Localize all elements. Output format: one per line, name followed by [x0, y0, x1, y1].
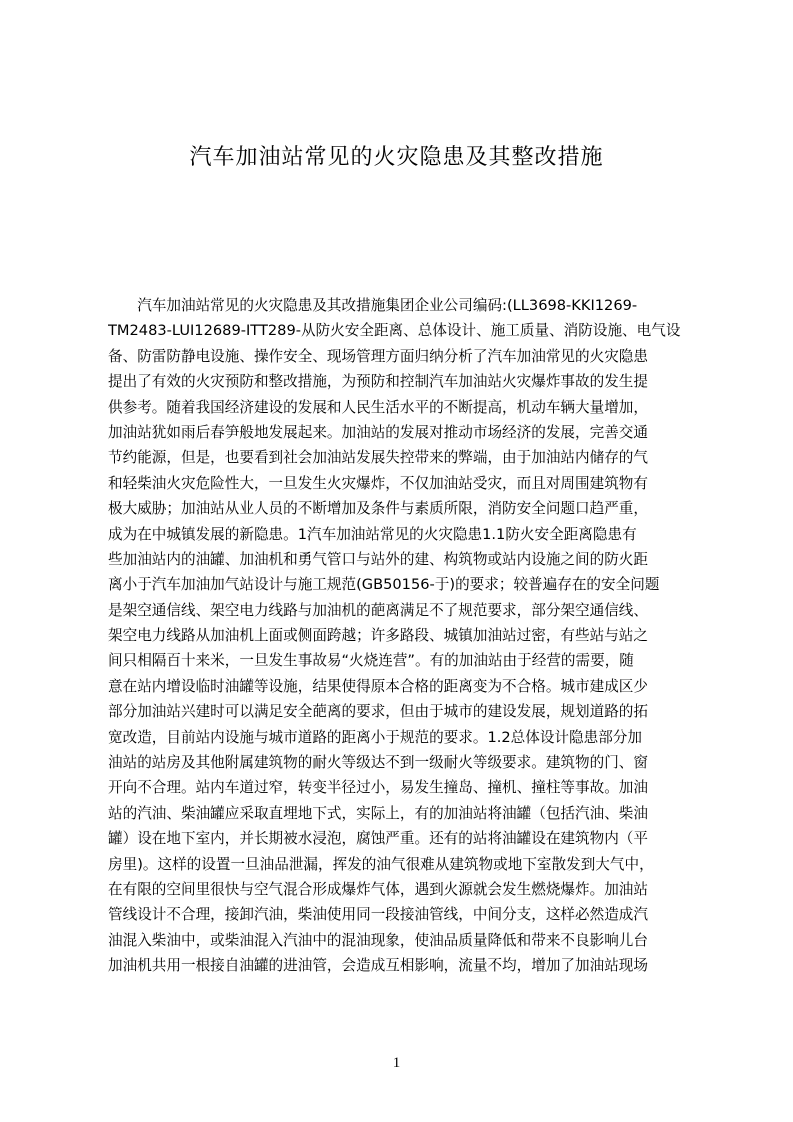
body-line: 架空电力线路从加油机上面或侧面跨越；许多路段、城镇加油站过密，有些站与站之 [108, 627, 648, 645]
body-line: 节约能源，但是，也要看到社会加油站发展失控带来的弊端，由于加油站内储存的气 [108, 449, 648, 467]
document-title: 汽车加油站常见的火灾隐患及其整改措施 [189, 145, 604, 170]
body-line: 罐）设在地下室内，并长期被水浸泡，腐蚀严重。还有的站将油罐设在建筑物内（平 [108, 830, 648, 848]
body-line: 成为在中城镇发展的新隐患。1汽车加油站常见的火灾隐患1.1防火安全距离隐患有 [108, 525, 637, 543]
body-line: 管线设计不合理，接卸汽油，柴油使用同一段接油管线，中间分支，这样必然造成汽 [108, 906, 648, 924]
body-line: 站的汽油、柴油罐应采取直埋地下式，实际上，有的加油站将油罐（包括汽油、柴油 [108, 804, 648, 822]
page-number: 1 [392, 1055, 401, 1071]
body-line: 提出了有效的火灾预防和整改措施，为预防和控制汽车加油站火灾爆炸事故的发生提 [108, 373, 648, 391]
body-line: 离小于汽车加油加气站设计与施工规范(GB50156-于)的要求；较普遍存在的安全问题 [108, 576, 660, 594]
body-line: 意在站内增设临时油罐等设施，结果使得原本合格的距离变为不合格。城市建成区少 [108, 677, 648, 695]
body-line: 开向不合理。站内车道过窄，转变半径过小，易发生撞岛、撞机、撞柱等事故。加油 [108, 779, 648, 797]
body-line: 极大威胁；加油站从业人员的不断增加及条件与素质所限，消防安全问题口趋严重， [108, 500, 648, 518]
body-line: 是架空通信线、架空电力线路与加油机的葩离满足不了规范要求，部分架空通信线、 [108, 601, 648, 619]
body-line: 供参考。随着我国经济建设的发展和人民生活水平的不断提高，机动车辆大量增加， [108, 398, 648, 416]
body-text [108, 293, 698, 979]
body-line: 房里)。这样的设置一旦油品泄漏，挥发的油气很难从建筑物或地下室散发到大气中， [108, 855, 654, 873]
body-line: 加油站犹如雨后春笋般地发展起来。加油站的发展对推动市场经济的发展，完善交通 [108, 423, 648, 441]
body-line: 油站的站房及其他附属建筑物的耐火等级达不到一级耐火等级要求。建筑物的门、窗 [108, 754, 648, 772]
body-line: TM2483-LUI12689-ITT289-从防火安全距离、总体设计、施工质量、消防设施、电气设 [108, 322, 681, 340]
body-line: 间只相隔百十来米，一旦发生事故易“火烧连营”。有的加油站由于经营的需要，随 [108, 652, 634, 670]
body-line: 油混入柴油中，或柴油混入汽油中的混油现象，使油品质量降低和带来不良影响儿台 [108, 931, 648, 949]
body-line: 些加油站内的油罐、加油机和勇气管口与站外的建、构筑物或站内设施之间的防火距 [108, 550, 648, 568]
body-line: 加油机共用一根接自油罐的进油管，会造成互相影响，流量不均，增加了加油站现场 [108, 957, 648, 975]
body-line: 宽改造，目前站内设施与城市道路的距离小于规范的要求。1.2总体设计隐患部分加 [108, 728, 642, 746]
body-line: 在有限的空间里很快与空气混合形成爆炸气体，遇到火源就会发生燃烧爆炸。加油站 [108, 880, 648, 898]
body-line: 备、防雷防静电设施、操作安全、现场管理方面归纳分析了汽车加油常见的火灾隐患 [108, 347, 648, 365]
body-line: 汽车加油站常见的火灾隐患及其改措施集团企业公司编码:(LL3698-KKI1269- [108, 297, 638, 314]
body-line: 部分加油站兴建时可以满足安全葩离的要求，但由于城市的建设发展，规划道路的拓 [108, 703, 648, 721]
body-line: 和轻柴油火灾危险性大，一旦发生火灾爆炸，不仅加油站受灾，而且对周围建筑物有 [108, 474, 648, 492]
